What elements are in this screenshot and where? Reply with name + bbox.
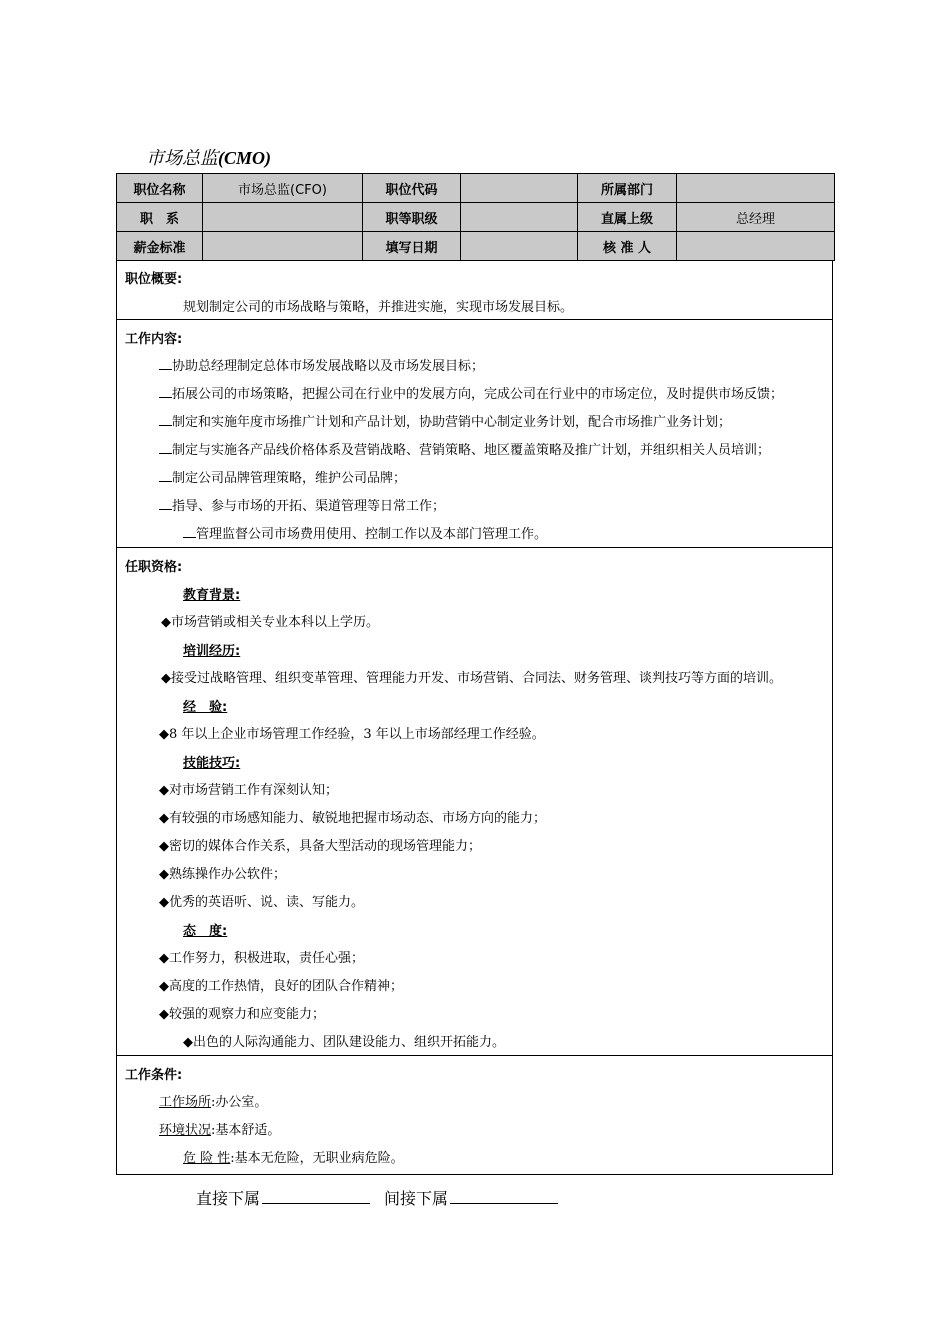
- conditions-section: [116, 1056, 833, 1175]
- duties-heading: 工作内容:: [125, 332, 183, 347]
- risk-label: 危 险 性: [183, 1151, 231, 1166]
- work-place-label: 工作场所: [159, 1095, 212, 1110]
- value-approver: [677, 232, 835, 261]
- direct-subordinates: [196, 1186, 370, 1209]
- duty-blank: [159, 469, 172, 482]
- header-row: [117, 203, 835, 232]
- environment-label: 环境状况: [159, 1123, 212, 1138]
- title-main: 市场总监: [146, 148, 218, 169]
- duty-item: [159, 383, 783, 402]
- duties-section: [116, 320, 833, 548]
- title-code: (CMO): [218, 148, 271, 168]
- direct-subordinates-label: 直接下属: [196, 1189, 261, 1208]
- attitude-title: 态 度:: [183, 924, 228, 939]
- duty-text: 协助总经理制定总体市场发展战略以及市场发展目标；: [172, 359, 485, 374]
- value-position-code: [461, 174, 578, 203]
- skill-item: ◆有较强的市场感知能力、敏锐地把握市场动态、市场方向的能力；: [159, 811, 546, 826]
- duty-blank: [183, 525, 196, 538]
- overview-heading: 职位概要:: [125, 272, 183, 287]
- duty-item: [183, 523, 547, 542]
- risk: [183, 1147, 404, 1166]
- value-supervisor: 总经理: [677, 203, 835, 232]
- duty-blank: [159, 413, 172, 426]
- experience-title: 经 验:: [183, 700, 228, 715]
- work-place-value: :办公室。: [211, 1095, 268, 1110]
- skill-item: ◆优秀的英语听、说、读、写能力。: [159, 895, 364, 910]
- duty-item: [159, 467, 406, 486]
- training-title: 培训经历:: [183, 644, 241, 659]
- label-supervisor: 直属上级: [578, 203, 677, 232]
- qualifications-heading: 任职资格:: [125, 560, 183, 575]
- label-salary: 薪金标准: [117, 232, 203, 261]
- duty-text: 指导、参与市场的开拓、渠道管理等日常工作；: [172, 499, 446, 514]
- skill-item: ◆熟练操作办公软件；: [159, 867, 286, 882]
- header-row: [117, 232, 835, 261]
- skill-item: ◆对市场营销工作有深刻认知；: [159, 783, 338, 798]
- education-text: ◆市场营销或相关专业本科以上学历。: [161, 615, 379, 630]
- header-table: [116, 173, 835, 261]
- education-title: 教育背景:: [183, 588, 241, 603]
- label-position-code: 职位代码: [363, 174, 461, 203]
- direct-subordinates-line: [262, 1187, 370, 1204]
- duty-text: 制定与实施各产品线价格体系及营销战略、营销策略、地区覆盖策略及推广计划，并组织相关人员培训；: [172, 443, 771, 458]
- overview-section: [116, 260, 833, 320]
- experience-text: ◆8 年以上企业市场管理工作经验，3 年以上市场部经理工作经验。: [159, 727, 545, 742]
- attitude-item: ◆工作努力，积极进取，责任心强；: [159, 951, 364, 966]
- skills-title: 技能技巧:: [183, 756, 241, 771]
- duty-blank: [159, 385, 172, 398]
- duty-item: [159, 495, 445, 514]
- indirect-subordinates: [384, 1186, 558, 1209]
- label-position-name: 职位名称: [117, 174, 203, 203]
- skill-item: ◆密切的媒体合作关系，具备大型活动的现场管理能力；: [159, 839, 481, 854]
- duty-text: 制定公司品牌管理策略，维护公司品牌；: [172, 471, 407, 486]
- value-department: [677, 174, 835, 203]
- label-approver: 核 准 人: [578, 232, 677, 261]
- duty-item: [159, 411, 731, 430]
- environment: [159, 1119, 280, 1138]
- duty-item: [159, 355, 484, 374]
- duty-blank: [159, 357, 172, 370]
- environment-value: :基本舒适。: [211, 1123, 281, 1138]
- duty-text: 拓展公司的市场策略，把握公司在行业中的发展方向，完成公司在行业中的市场定位，及时提供市场反馈；: [172, 387, 784, 402]
- indirect-subordinates-line: [450, 1187, 558, 1204]
- overview-text: 规划制定公司的市场战略与策略，并推进实施，实现市场发展目标。: [183, 300, 574, 315]
- duty-text: 制定和实施年度市场推广计划和产品计划，协助营销中心制定业务计划，配合市场推广业务计划；: [172, 415, 732, 430]
- risk-value: :基本无危险，无职业病危险。: [230, 1151, 404, 1166]
- label-fill-date: 填写日期: [363, 232, 461, 261]
- attitude-item: ◆较强的观察力和应变能力；: [159, 1007, 325, 1022]
- header-row: [117, 174, 835, 203]
- qualifications-section: [116, 548, 833, 1056]
- label-department: 所属部门: [578, 174, 677, 203]
- label-grade: 职等职级: [363, 203, 461, 232]
- value-salary: [203, 232, 363, 261]
- label-job-family: 职 系: [117, 203, 203, 232]
- duty-blank: [159, 441, 172, 454]
- duty-blank: [159, 497, 172, 510]
- value-grade: [461, 203, 578, 232]
- page-title: [146, 144, 271, 170]
- conditions-heading: 工作条件:: [125, 1068, 183, 1083]
- attitude-item: ◆出色的人际沟通能力、团队建设能力、组织开拓能力。: [183, 1035, 505, 1050]
- attitude-item: ◆高度的工作热情，良好的团队合作精神；: [159, 979, 403, 994]
- work-place: [159, 1091, 267, 1110]
- value-fill-date: [461, 232, 578, 261]
- indirect-subordinates-label: 间接下属: [384, 1189, 449, 1208]
- duty-text: 管理监督公司市场费用使用、控制工作以及本部门管理工作。: [196, 527, 548, 542]
- value-job-family: [203, 203, 363, 232]
- training-text: ◆接受过战略管理、组织变革管理、管理能力开发、市场营销、合同法、财务管理、谈判技巧等方面的培训。: [161, 671, 782, 686]
- value-position-name: 市场总监(CFO): [203, 174, 363, 203]
- duty-item: [159, 439, 770, 458]
